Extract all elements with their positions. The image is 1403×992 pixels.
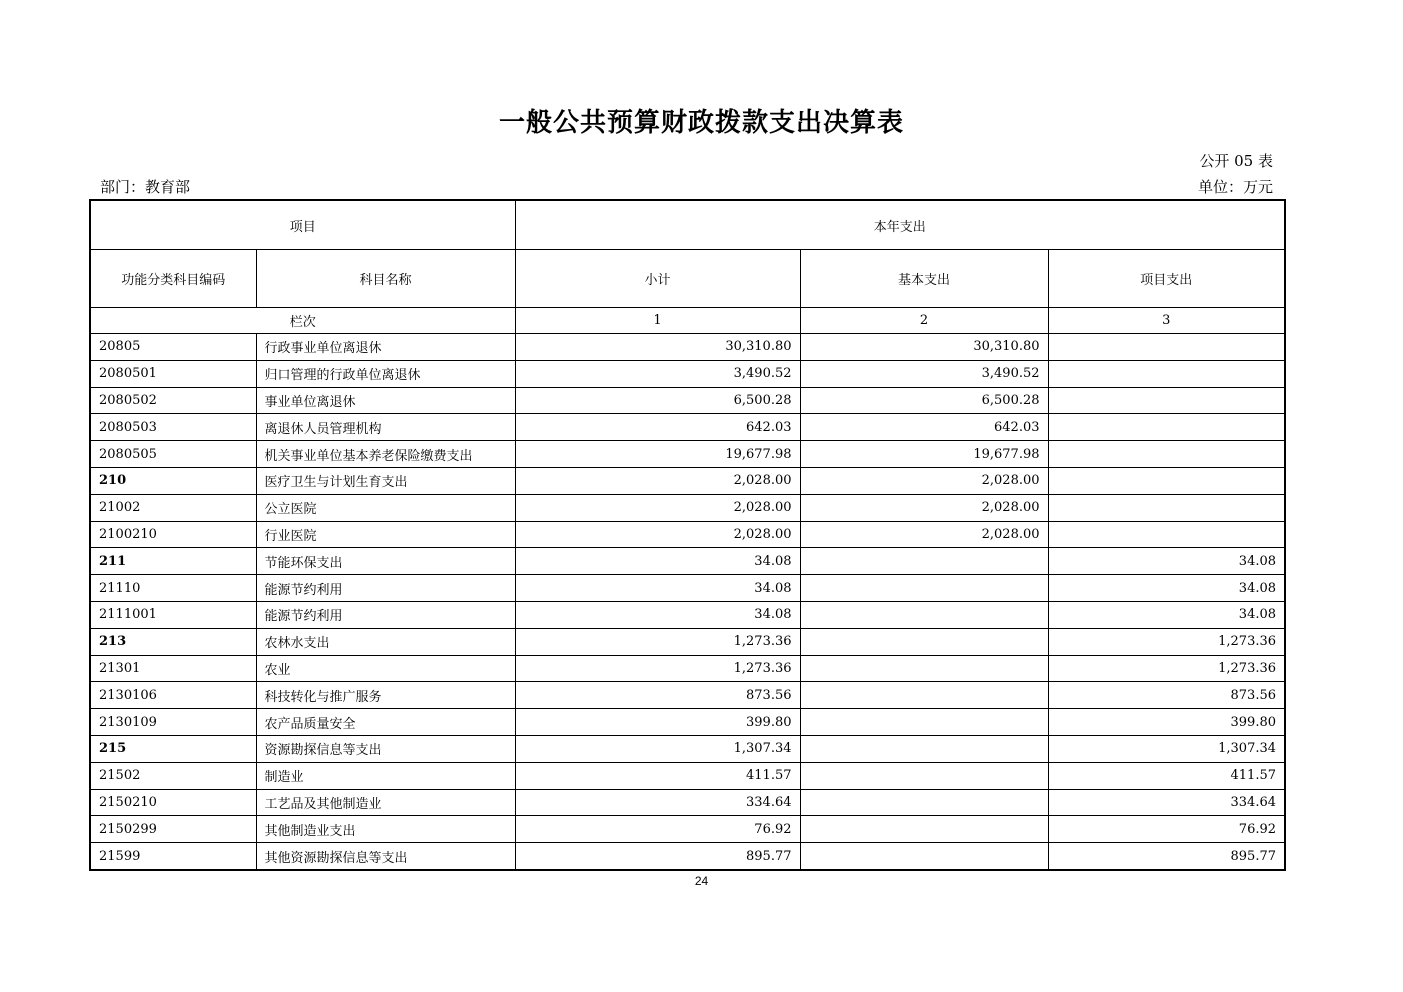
page-title: 一般公共预算财政拨款支出决算表 xyxy=(498,108,904,138)
row-code: 2111001 xyxy=(90,601,256,628)
table-row xyxy=(90,387,1285,414)
row-subtotal: 895.77 xyxy=(515,843,800,870)
row-name: 节能环保支出 xyxy=(256,548,515,575)
table-row xyxy=(90,628,1285,655)
row-subtotal: 411.57 xyxy=(515,762,800,789)
header-code: 功能分类科目编码 xyxy=(90,250,256,308)
row-basic: 2,028.00 xyxy=(800,467,1048,494)
row-project: 1,273.36 xyxy=(1048,628,1285,655)
row-project: 411.57 xyxy=(1048,762,1285,789)
row-code: 21002 xyxy=(90,494,256,521)
table-row xyxy=(90,414,1285,441)
table-row xyxy=(90,735,1285,762)
table-row xyxy=(90,548,1285,575)
row-project: 34.08 xyxy=(1048,601,1285,628)
row-project: 1,307.34 xyxy=(1048,735,1285,762)
table-row xyxy=(90,843,1285,870)
table-row xyxy=(90,655,1285,682)
row-subtotal: 6,500.28 xyxy=(515,387,800,414)
row-name: 工艺品及其他制造业 xyxy=(256,789,515,816)
row-code: 211 xyxy=(90,548,256,575)
row-code: 21502 xyxy=(90,762,256,789)
row-subtotal: 2,028.00 xyxy=(515,521,800,548)
row-name: 医疗卫生与计划生育支出 xyxy=(256,467,515,494)
row-basic xyxy=(800,682,1048,709)
row-subtotal: 76.92 xyxy=(515,816,800,843)
department-label: 部门：教育部 xyxy=(100,178,191,196)
row-name: 行政事业单位离退休 xyxy=(256,334,515,361)
row-project: 1,273.36 xyxy=(1048,655,1285,682)
header-current-year: 本年支出 xyxy=(515,200,1285,250)
table-row xyxy=(90,521,1285,548)
row-basic: 3,490.52 xyxy=(800,360,1048,387)
row-name: 制造业 xyxy=(256,762,515,789)
row-basic: 642.03 xyxy=(800,414,1048,441)
row-project: 873.56 xyxy=(1048,682,1285,709)
row-name: 能源节约利用 xyxy=(256,601,515,628)
row-basic xyxy=(800,762,1048,789)
row-project xyxy=(1048,467,1285,494)
table-row xyxy=(90,575,1285,602)
row-subtotal: 642.03 xyxy=(515,414,800,441)
row-code: 2130106 xyxy=(90,682,256,709)
row-basic xyxy=(800,816,1048,843)
row-code: 2130109 xyxy=(90,709,256,736)
row-subtotal: 334.64 xyxy=(515,789,800,816)
row-subtotal: 19,677.98 xyxy=(515,441,800,468)
column-number-3: 3 xyxy=(1048,308,1285,334)
row-basic xyxy=(800,548,1048,575)
column-label: 栏次 xyxy=(90,308,515,334)
row-code: 2080501 xyxy=(90,360,256,387)
row-project: 34.08 xyxy=(1048,575,1285,602)
row-subtotal: 3,490.52 xyxy=(515,360,800,387)
row-basic: 6,500.28 xyxy=(800,387,1048,414)
header-name: 科目名称 xyxy=(256,250,515,308)
row-project xyxy=(1048,387,1285,414)
table-row xyxy=(90,494,1285,521)
row-basic: 2,028.00 xyxy=(800,494,1048,521)
header-subtotal: 小计 xyxy=(515,250,800,308)
row-subtotal: 1,273.36 xyxy=(515,628,800,655)
row-basic: 2,028.00 xyxy=(800,521,1048,548)
row-subtotal: 1,273.36 xyxy=(515,655,800,682)
table-row xyxy=(90,601,1285,628)
row-project: 399.80 xyxy=(1048,709,1285,736)
row-subtotal: 873.56 xyxy=(515,682,800,709)
row-subtotal: 399.80 xyxy=(515,709,800,736)
row-code: 2150299 xyxy=(90,816,256,843)
row-project xyxy=(1048,441,1285,468)
row-name: 农业 xyxy=(256,655,515,682)
row-name: 行业医院 xyxy=(256,521,515,548)
unit-label: 单位：万元 xyxy=(1197,178,1273,196)
row-subtotal: 34.08 xyxy=(515,575,800,602)
row-name: 农产品质量安全 xyxy=(256,709,515,736)
row-code: 21110 xyxy=(90,575,256,602)
expenditure-table xyxy=(89,199,1286,871)
row-code: 20805 xyxy=(90,334,256,361)
row-name: 离退休人员管理机构 xyxy=(256,414,515,441)
header-row-2 xyxy=(90,250,1285,308)
row-code: 213 xyxy=(90,628,256,655)
row-name: 科技转化与推广服务 xyxy=(256,682,515,709)
table-row xyxy=(90,789,1285,816)
row-subtotal: 34.08 xyxy=(515,601,800,628)
row-project xyxy=(1048,494,1285,521)
form-number: 公开 05 表 xyxy=(1199,152,1273,170)
row-code: 21301 xyxy=(90,655,256,682)
header-item: 项目 xyxy=(90,200,515,250)
row-project xyxy=(1048,414,1285,441)
column-number-1: 1 xyxy=(515,308,800,334)
row-project: 34.08 xyxy=(1048,548,1285,575)
row-name: 其他资源勘探信息等支出 xyxy=(256,843,515,870)
row-code: 215 xyxy=(90,735,256,762)
row-subtotal: 2,028.00 xyxy=(515,494,800,521)
row-name: 能源节约利用 xyxy=(256,575,515,602)
row-name: 公立医院 xyxy=(256,494,515,521)
table-row xyxy=(90,816,1285,843)
table-row xyxy=(90,441,1285,468)
row-basic xyxy=(800,655,1048,682)
row-subtotal: 2,028.00 xyxy=(515,467,800,494)
row-project: 895.77 xyxy=(1048,843,1285,870)
row-code: 2150210 xyxy=(90,789,256,816)
header-row-1 xyxy=(90,200,1285,250)
row-basic xyxy=(800,601,1048,628)
row-project xyxy=(1048,521,1285,548)
table-row xyxy=(90,467,1285,494)
row-name: 归口管理的行政单位离退休 xyxy=(256,360,515,387)
row-name: 机关事业单位基本养老保险缴费支出 xyxy=(256,441,515,468)
header-basic: 基本支出 xyxy=(800,250,1048,308)
row-code: 2100210 xyxy=(90,521,256,548)
row-project xyxy=(1048,334,1285,361)
page-number: 24 xyxy=(694,874,709,888)
row-name: 事业单位离退休 xyxy=(256,387,515,414)
row-name: 资源勘探信息等支出 xyxy=(256,735,515,762)
row-subtotal: 1,307.34 xyxy=(515,735,800,762)
row-subtotal: 30,310.80 xyxy=(515,334,800,361)
table-row xyxy=(90,682,1285,709)
row-project: 334.64 xyxy=(1048,789,1285,816)
row-code: 2080505 xyxy=(90,441,256,468)
table-row xyxy=(90,334,1285,361)
row-code: 210 xyxy=(90,467,256,494)
row-basic xyxy=(800,843,1048,870)
row-project xyxy=(1048,360,1285,387)
table-row xyxy=(90,762,1285,789)
header-project: 项目支出 xyxy=(1048,250,1285,308)
row-basic xyxy=(800,735,1048,762)
row-basic xyxy=(800,628,1048,655)
row-basic xyxy=(800,575,1048,602)
row-code: 2080503 xyxy=(90,414,256,441)
row-name: 其他制造业支出 xyxy=(256,816,515,843)
row-basic: 19,677.98 xyxy=(800,441,1048,468)
table-row xyxy=(90,709,1285,736)
row-code: 21599 xyxy=(90,843,256,870)
row-code: 2080502 xyxy=(90,387,256,414)
row-project: 76.92 xyxy=(1048,816,1285,843)
table-row xyxy=(90,360,1285,387)
column-number-2: 2 xyxy=(800,308,1048,334)
header-row-3 xyxy=(90,308,1285,334)
row-name: 农林水支出 xyxy=(256,628,515,655)
row-basic xyxy=(800,789,1048,816)
row-basic xyxy=(800,709,1048,736)
row-subtotal: 34.08 xyxy=(515,548,800,575)
row-basic: 30,310.80 xyxy=(800,334,1048,361)
